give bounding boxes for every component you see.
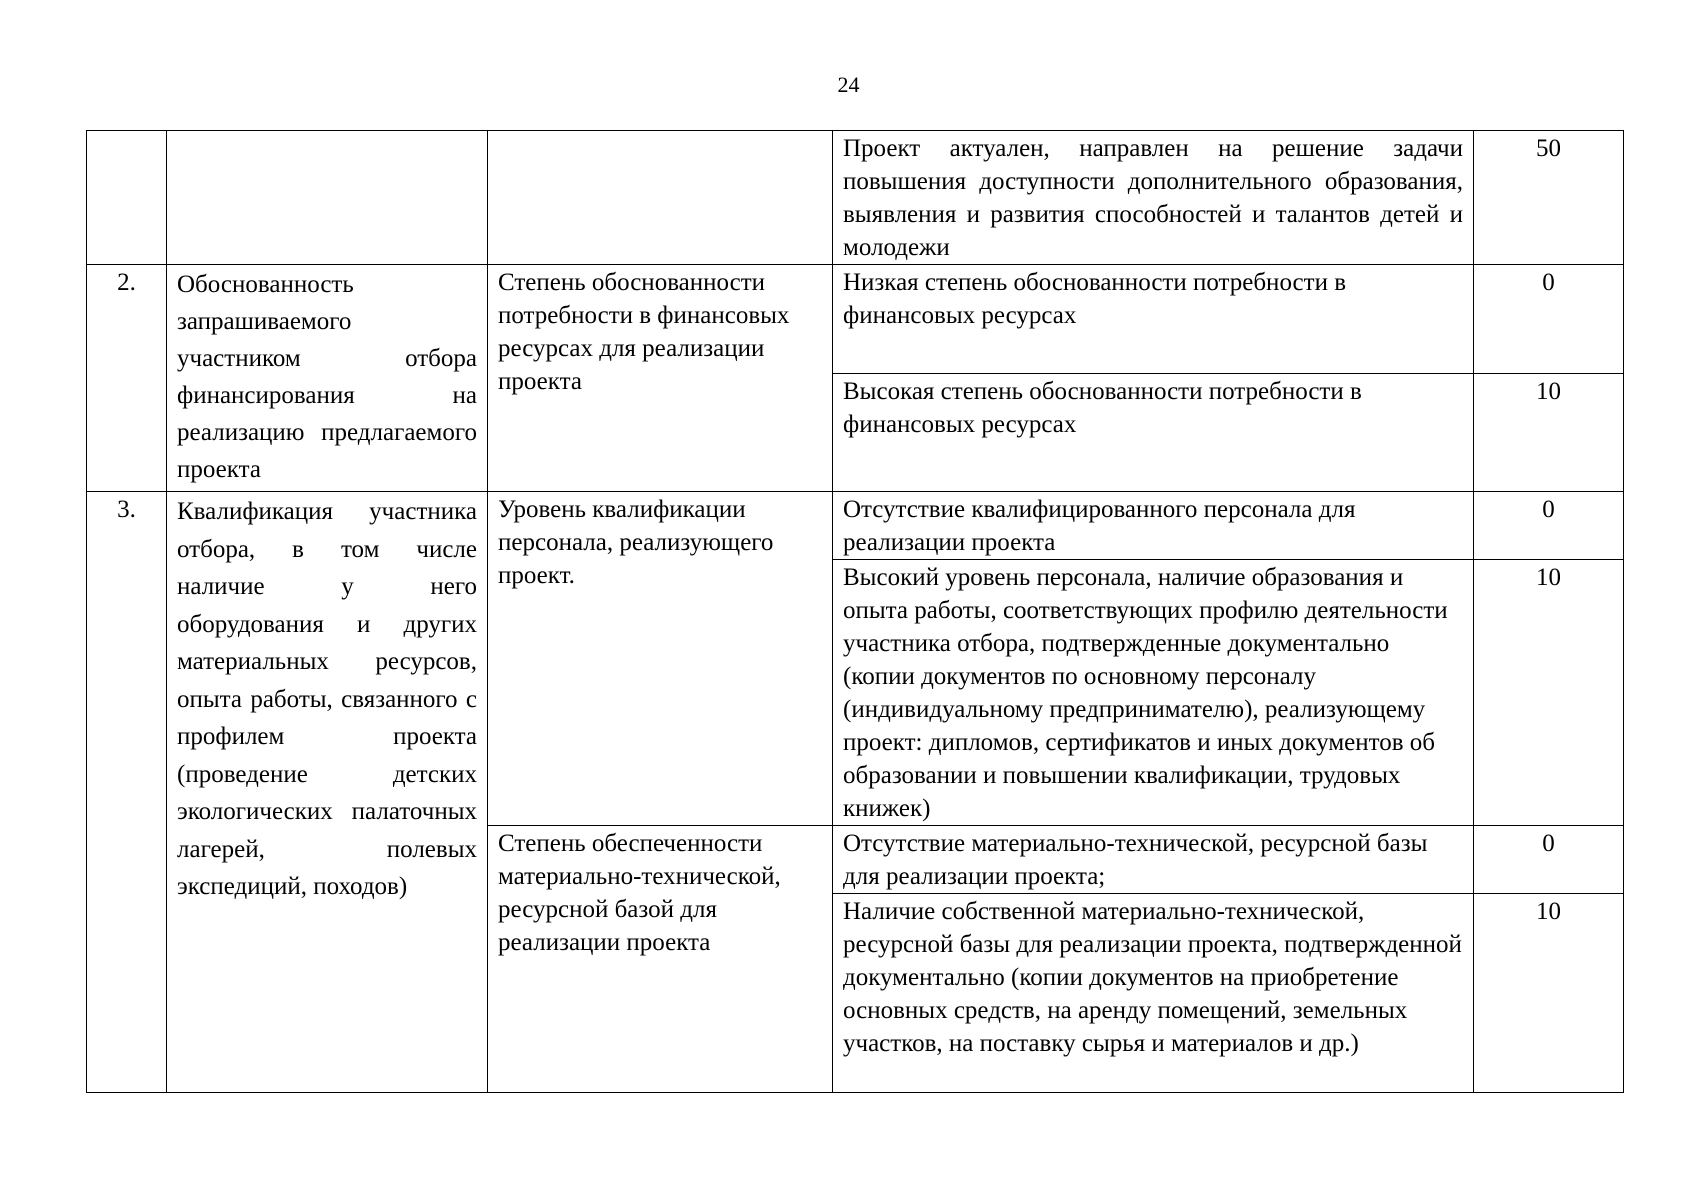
score-cell: 0 [1474, 826, 1624, 894]
description-cell: Низкая степень обоснованности потребности в финансовых ресурсах [833, 265, 1474, 374]
indicator-cell: Степень обоснованности потребности в финансовых ресурсах для реализации проекта [488, 265, 833, 492]
indicator-cell: Степень обеспеченности материально-технической, ресурсной базой для реализации проекта [488, 826, 833, 1093]
description-cell: Высокая степень обоснованности потребности в финансовых ресурсах [833, 374, 1474, 492]
number-cell: 3. [87, 492, 167, 1093]
criterion-cell: Квалификация участника отбора, в том числе наличие у него оборудования и других материальных ресурсов, опыта работы, связанного с профилем проекта (проведение детских экологических палаточных лагерей, полевых экспедиций, походов) [167, 492, 488, 1093]
table-row [87, 131, 1624, 265]
description-cell: Отсутствие материально-технической, ресурсной базы для реализации проекта; [833, 826, 1474, 894]
score-cell: 0 [1474, 492, 1624, 560]
table-row [87, 492, 1624, 560]
criterion-cell [167, 131, 488, 265]
indicator-cell: Уровень квалификации персонала, реализующего проект. [488, 492, 833, 826]
table-row [87, 265, 1624, 374]
description-cell: Высокий уровень персонала, наличие образования и опыта работы, соответствующих профилю деятельности участника отбора, подтвержденные документально (копии документов по основному персоналу (индивидуальному предпринимателю), реализующему проект: дипломов, сертификатов и иных документов об образовании и повышении квалификации, трудовых книжек) [833, 560, 1474, 826]
description-cell: Проект актуален, направлен на решение задачи повышения доступности дополнительного образования, выявления и развития способностей и талантов детей и молодежи [833, 131, 1474, 265]
number-cell: 2. [87, 265, 167, 492]
criterion-cell: Обоснованность запрашиваемого участником отбора финансирования на реализацию предлагаемого проекта [167, 265, 488, 492]
score-cell: 50 [1474, 131, 1624, 265]
score-cell: 10 [1474, 560, 1624, 826]
criteria-table [86, 130, 1624, 1093]
description-cell: Наличие собственной материально-технической, ресурсной базы для реализации проекта, подтвержденной документально (копии документов на приобретение основных средств, на аренду помещений, земельных участков, на поставку сырья и материалов и др.) [833, 894, 1474, 1093]
number-cell [87, 131, 167, 265]
score-cell: 10 [1474, 894, 1624, 1093]
score-cell: 10 [1474, 374, 1624, 492]
description-cell: Отсутствие квалифицированного персонала для реализации проекта [833, 492, 1474, 560]
score-cell: 0 [1474, 265, 1624, 374]
page-number: 24 [837, 72, 860, 97]
indicator-cell [488, 131, 833, 265]
